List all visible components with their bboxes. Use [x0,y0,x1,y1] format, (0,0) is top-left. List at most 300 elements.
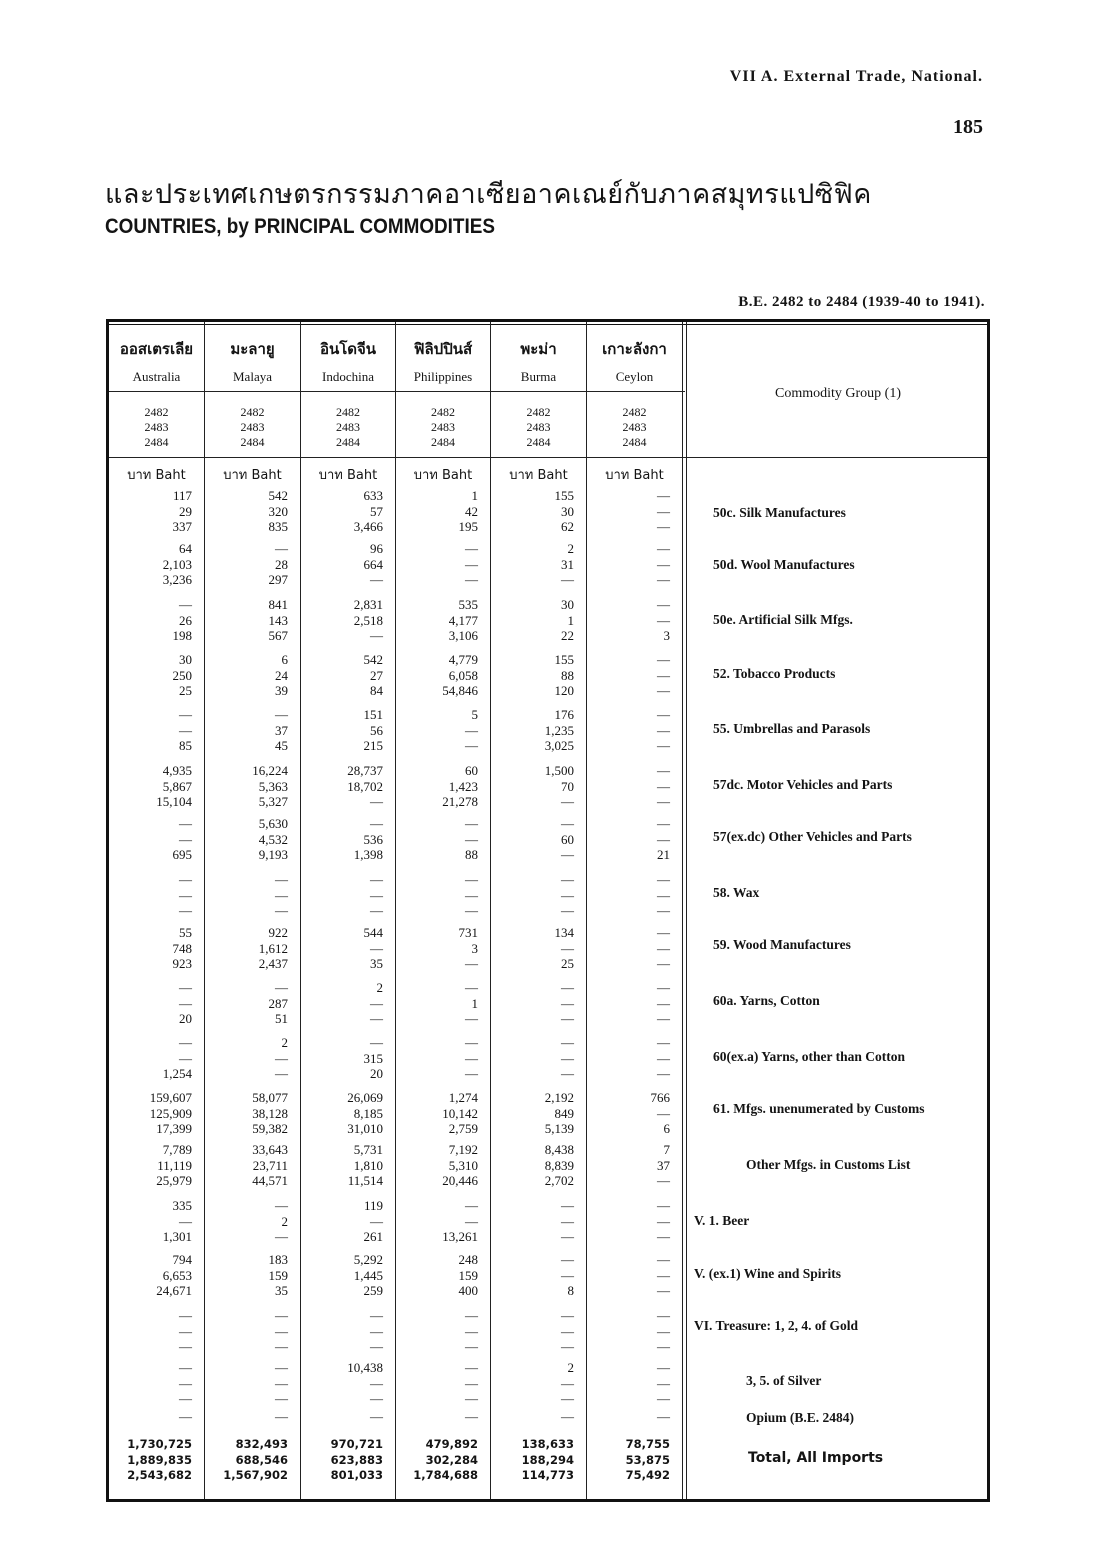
cell-value: — [657,488,670,503]
cell-value: — [370,1409,383,1424]
value-cell [111,707,192,754]
cell-value: 2 [567,1360,574,1375]
cell-value: — [179,995,192,1011]
value-cell [207,707,288,754]
commodity-label: 50d. Wool Manufactures [713,557,855,572]
value-cell [493,1252,574,1299]
cell-value: — [657,1035,670,1050]
cell-value: — [657,1173,670,1188]
cell-value: 841 [268,597,288,612]
cell-value: — [179,1391,192,1406]
column-years: 2482 2483 2484 [622,405,647,449]
value-cell [207,872,288,919]
cell-value: — [561,1375,574,1391]
cell-value: — [657,572,670,587]
cell-value: 335 [172,1198,192,1213]
value-cell [207,541,288,588]
running-head: VII A. External Trade, National. [729,68,983,85]
cell-value: — [465,956,478,971]
cell-value: 38,128 [252,1105,288,1121]
cell-value: 27 [370,667,383,683]
value-cell [589,1090,670,1137]
cell-value: — [561,1213,574,1229]
cell-value: — [561,572,574,587]
cell-value: 134 [554,925,574,940]
cell-value: — [657,940,670,956]
cell-value: 11,514 [347,1173,383,1188]
value-cell [589,488,670,535]
cell-value: — [657,1105,670,1121]
cell-value: 1,500 [544,763,574,778]
cell-value: — [179,1035,192,1050]
cell-value: 5,310 [448,1157,478,1173]
unit-label: บาท Baht [127,468,186,483]
cell-value: 2,759 [448,1121,478,1136]
cell-value: 143 [268,612,288,628]
cell-value: 3,106 [448,628,478,643]
cell-value: 26,069 [347,1090,383,1105]
cell-value: 21,278 [442,794,478,809]
cell-value: 57 [370,503,383,519]
value-cell [111,652,192,699]
cell-value: 5,630 [258,816,288,831]
value-cell [111,1252,192,1299]
cell-value: 2 [567,541,574,556]
cell-value: 832,493 [235,1437,288,1451]
value-cell [111,925,192,972]
value-cell [303,1409,383,1425]
total-cell [303,1437,383,1484]
cell-value: 45 [275,738,288,753]
cell-value: 11,119 [157,1157,192,1173]
cell-value: — [657,794,670,809]
column-header-english: Malaya [233,369,272,384]
cell-value: 542 [363,652,383,667]
cell-value: 536 [363,831,383,847]
cell-value: — [179,1213,192,1229]
cell-value: — [561,980,574,995]
column-divider [586,322,587,1499]
cell-value: — [561,1409,574,1424]
value-cell [303,541,383,588]
cell-value: — [657,738,670,753]
cell-value: 58,077 [252,1090,288,1105]
cell-value: — [657,683,670,698]
value-cell [589,541,670,588]
cell-value: — [465,1409,478,1424]
cell-value: 664 [363,556,383,572]
value-cell [398,541,478,588]
cell-value: — [657,763,670,778]
value-cell [493,816,574,863]
cell-value: — [465,1391,478,1406]
value-cell [589,1142,670,1189]
cell-value: — [370,1339,383,1354]
cell-value: 56 [370,722,383,738]
cell-value: — [657,1283,670,1298]
value-cell [111,541,192,588]
page-title-thai: และประเทศเกษตรกรรมภาคอาเซียอาคเณย์กับภาคสมุทรแปซิฟิค [105,179,872,210]
cell-value: 248 [458,1252,478,1267]
cell-value: — [657,1375,670,1391]
cell-value: — [370,794,383,809]
cell-value: — [657,503,670,519]
cell-value: 2,437 [258,956,288,971]
cell-value: — [370,1375,383,1391]
cell-value: 30 [561,503,574,519]
value-cell [111,872,192,919]
value-cell [111,1090,192,1137]
cell-value: 5,292 [353,1252,383,1267]
cell-value: 542 [268,488,288,503]
cell-value: 1,254 [162,1066,192,1081]
cell-value: 1 [471,488,478,503]
cell-value: 21 [657,847,670,862]
cell-value: 30 [179,652,192,667]
cell-value: — [657,980,670,995]
value-cell [207,1252,288,1299]
cell-value: — [465,980,478,995]
cell-value: — [465,1198,478,1213]
cell-value: — [179,1360,192,1375]
cell-value: 176 [554,707,574,722]
total-cell [589,1437,670,1484]
value-cell [398,816,478,863]
value-cell [589,707,670,754]
cell-value: 1,274 [448,1090,478,1105]
cell-value: — [561,1323,574,1339]
cell-value: 633 [363,488,383,503]
value-cell [111,1035,192,1082]
value-cell [398,597,478,644]
value-cell [493,925,574,972]
column-header-indochina [301,325,395,450]
cell-value: — [179,722,192,738]
cell-value: 7,192 [448,1142,478,1157]
value-cell [493,1090,574,1137]
cell-value: — [179,831,192,847]
cell-value: 731 [458,925,478,940]
cell-value: — [370,1213,383,1229]
cell-value: 4,532 [258,831,288,847]
cell-value: 59,382 [252,1121,288,1136]
cell-value: — [370,816,383,831]
commodity-label: 3, 5. of Silver [746,1373,822,1388]
column-header-australia [109,325,204,450]
cell-value: — [657,707,670,722]
cell-value: — [561,1050,574,1066]
cell-value: — [275,541,288,556]
value-cell [303,1252,383,1299]
cell-value: — [561,1198,574,1213]
cell-value: 84 [370,683,383,698]
commodity-label: 52. Tobacco Products [713,666,836,681]
value-cell [493,597,574,644]
cell-value: 37 [275,722,288,738]
total-cell [207,1437,288,1484]
cell-value: 4,935 [162,763,192,778]
period-caption: B.E. 2482 to 2484 (1939-40 to 1941). [738,294,985,310]
cell-value: 2,543,682 [127,1468,192,1482]
cell-value: — [370,940,383,956]
value-cell [207,1308,288,1355]
cell-value: 8,185 [353,1105,383,1121]
cell-value: 120 [554,683,574,698]
cell-value: — [465,1375,478,1391]
cell-value: — [179,707,192,722]
cell-value: 60 [465,763,478,778]
cell-value: 33,643 [252,1142,288,1157]
cell-value: — [561,816,574,831]
value-cell [303,872,383,919]
cell-value: 3,236 [162,572,192,587]
commodity-label: Other Mfgs. in Customs List [746,1157,911,1172]
cell-value: 259 [363,1283,383,1298]
value-cell [303,597,383,644]
cell-value: — [179,887,192,903]
value-cell [493,1035,574,1082]
cell-value: 85 [179,738,192,753]
cell-value: 2,103 [162,556,192,572]
cell-value: 20,446 [442,1173,478,1188]
value-cell [589,763,670,810]
column-header-thai: มะลายู [230,340,275,358]
value-cell [493,1308,574,1355]
value-cell [207,980,288,1027]
cell-value: — [657,1339,670,1354]
cell-value: 287 [268,995,288,1011]
cell-value: 544 [363,925,383,940]
value-cell [589,1252,670,1299]
cell-value: — [370,887,383,903]
cell-value: 20 [370,1066,383,1081]
cell-value: — [561,1308,574,1323]
cell-value: 31,010 [347,1121,383,1136]
cell-value: — [561,794,574,809]
page-title: COUNTRIES, by PRINCIPAL COMMODITIES [105,215,495,238]
value-cell [111,488,192,535]
value-cell [398,980,478,1027]
value-cell [111,980,192,1027]
cell-value: 44,571 [252,1173,288,1188]
value-cell [398,925,478,972]
cell-value: — [561,995,574,1011]
column-divider [490,322,491,1499]
cell-value: — [179,1339,192,1354]
cell-value: — [370,995,383,1011]
cell-value: 794 [172,1252,192,1267]
cell-value: — [657,995,670,1011]
cell-value: 1,784,688 [413,1468,478,1482]
cell-value: 159 [458,1267,478,1283]
cell-value: — [465,738,478,753]
cell-value: 535 [458,597,478,612]
value-cell [111,816,192,863]
cell-value: 1,423 [448,778,478,794]
cell-value: — [657,956,670,971]
cell-value: — [657,722,670,738]
commodity-label: 61. Mfgs. unenumerated by Customs [713,1101,925,1116]
cell-value: — [561,872,574,887]
value-cell [303,1142,383,1189]
cell-value: 53,875 [625,1452,670,1467]
total-label: Total, All Imports [748,1450,884,1466]
cell-value: — [370,872,383,887]
cell-value: 5,139 [544,1121,574,1136]
column-header-thai: พะม่า [520,340,557,358]
cell-value: — [370,903,383,918]
value-cell [207,597,288,644]
cell-value: — [179,872,192,887]
cell-value: 849 [554,1105,574,1121]
cell-value: — [561,1252,574,1267]
cell-value: — [179,1323,192,1339]
value-cell [111,1409,192,1425]
cell-value: — [657,1198,670,1213]
cell-value: — [179,1050,192,1066]
column-header-burma [491,325,586,450]
column-years: 2482 2483 2484 [431,405,455,449]
cell-value: 5,867 [162,778,192,794]
cell-value: 159 [268,1267,288,1283]
cell-value: 1,889,835 [127,1452,192,1467]
value-cell [398,1090,478,1137]
cell-value: 138,633 [521,1437,574,1451]
cell-value: 22 [561,628,574,643]
total-cell [398,1437,478,1484]
cell-value: 188,294 [521,1452,574,1467]
cell-value: 13,261 [442,1229,478,1244]
cell-value: — [657,1391,670,1406]
cell-value: — [561,887,574,903]
value-cell [111,1308,192,1355]
cell-value: 31 [561,556,574,572]
cell-value: — [561,1229,574,1244]
cell-value: — [465,1213,478,1229]
value-cell [589,652,670,699]
total-cell [111,1437,192,1484]
cell-value: 337 [172,519,192,534]
cell-value: 695 [172,847,192,862]
cell-value: 195 [458,519,478,534]
value-cell [493,980,574,1027]
value-cell [589,925,670,972]
value-cell [493,707,574,754]
total-cell [493,1437,574,1484]
cell-value: — [370,1011,383,1026]
cell-value: — [561,1391,574,1406]
cell-value: 1 [567,612,574,628]
value-cell [589,1409,670,1425]
cell-value: — [275,1308,288,1323]
cell-value: — [657,541,670,556]
value-cell [111,597,192,644]
cell-value: — [465,541,478,556]
cell-value: — [657,1011,670,1026]
column-header-malaya [205,325,300,450]
cell-value: 9,193 [258,847,288,862]
commodity-label: 60a. Yarns, Cotton [713,993,820,1008]
cell-value: 88 [465,847,478,862]
cell-value: 567 [268,628,288,643]
value-cell [398,1252,478,1299]
cell-value: 88 [561,667,574,683]
cell-value: — [657,925,670,940]
cell-value: 54,846 [442,683,478,698]
cell-value: 60 [561,831,574,847]
cell-value: 5,363 [258,778,288,794]
cell-value: — [657,887,670,903]
cell-value: — [275,887,288,903]
commodity-label: 50e. Artificial Silk Mfgs. [713,612,853,627]
value-cell [303,707,383,754]
cell-value: 75,492 [625,1468,670,1482]
value-cell [111,1360,192,1407]
value-cell [398,1142,478,1189]
column-header-thai: ฟิลิปปินส์ [413,340,473,358]
cell-value: 7,789 [162,1142,192,1157]
cell-value: 18,702 [347,778,383,794]
cell-value: — [179,1375,192,1391]
cell-value: — [275,1391,288,1406]
commodity-label: 57dc. Motor Vehicles and Parts [713,777,893,792]
cell-value: — [465,1323,478,1339]
cell-value: — [561,1066,574,1081]
cell-value: — [370,1323,383,1339]
cell-value: — [179,903,192,918]
cell-value: 4,779 [448,652,478,667]
value-cell [398,1360,478,1407]
column-header-english: Indochina [322,369,374,384]
cell-value: — [465,1035,478,1050]
cell-value: 3,025 [544,738,574,753]
column-header-english: Burma [520,369,557,384]
value-cell [207,1035,288,1082]
column-header-english: Philippines [413,369,473,384]
value-cell [589,1035,670,1082]
cell-value: — [561,1267,574,1283]
cell-value: — [275,1375,288,1391]
cell-value: — [561,1339,574,1354]
column-header-english: Australia [132,369,181,384]
cell-value: — [275,707,288,722]
cell-value: 835 [268,519,288,534]
cell-value: — [657,1050,670,1066]
cell-value: 801,033 [330,1468,383,1482]
value-cell [493,488,574,535]
value-cell [589,1198,670,1245]
cell-value: — [657,1308,670,1323]
column-divider [682,322,683,1499]
cell-value: 2,831 [353,597,383,612]
cell-value: 78,755 [625,1437,670,1451]
value-cell [207,488,288,535]
cell-value: — [657,1066,670,1081]
cell-value: 16,224 [252,763,288,778]
value-cell [589,872,670,919]
commodity-label: V. 1. Beer [694,1213,750,1228]
cell-value: 1,810 [353,1157,383,1173]
cell-value: 159,607 [149,1090,192,1105]
cell-value: 55 [179,925,192,940]
cell-value: — [465,572,478,587]
value-cell [493,1198,574,1245]
cell-value: — [370,628,383,643]
cell-value: 20 [179,1011,192,1026]
cell-value: 29 [179,503,192,519]
unit-label: บาท Baht [605,468,664,483]
commodity-label: V. (ex.1) Wine and Spirits [694,1266,842,1281]
